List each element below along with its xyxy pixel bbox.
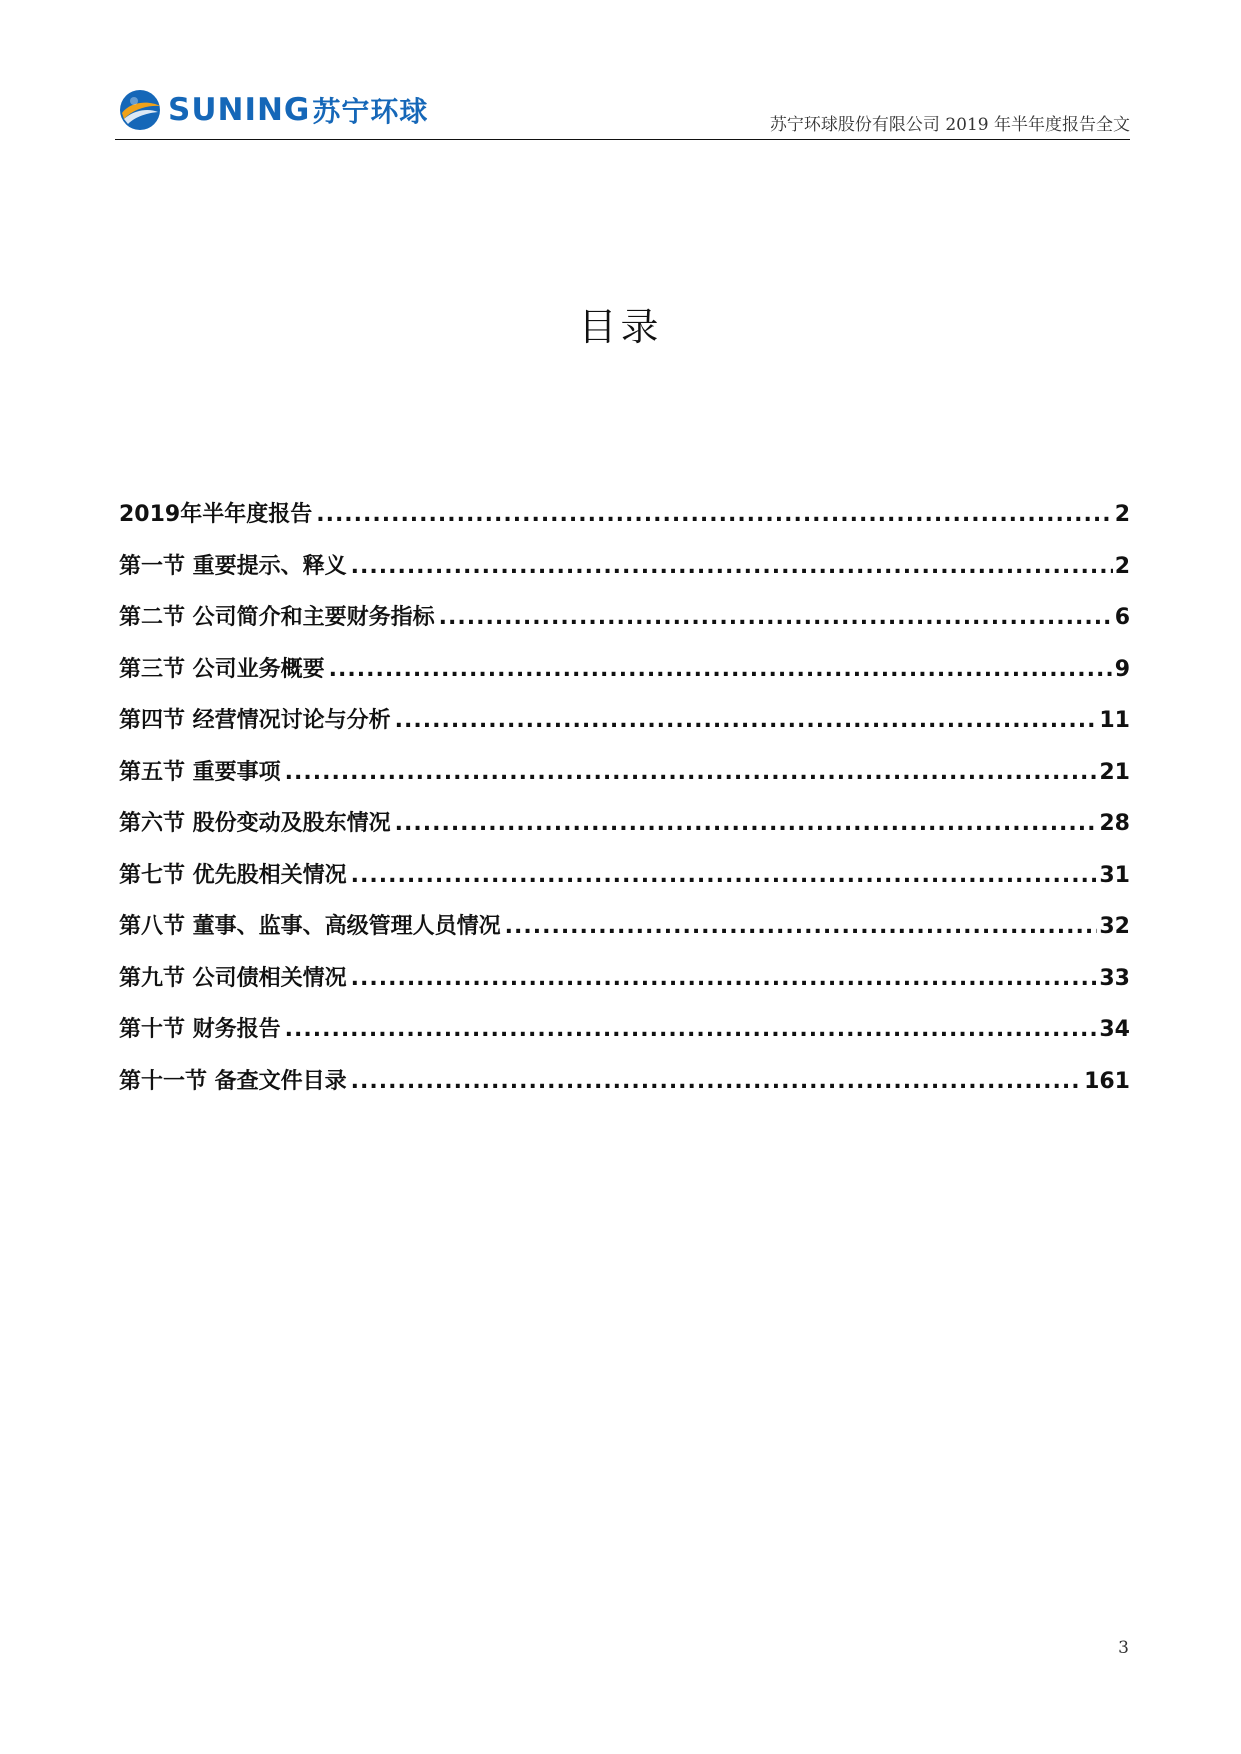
toc-entry-page: 31: [1099, 862, 1130, 888]
toc-entry[interactable]: [119, 1064, 1130, 1116]
toc-entry[interactable]: [119, 961, 1130, 1013]
toc-entry-page: 6: [1114, 605, 1130, 630]
toc-entry-label: 第五节 重要事项: [119, 759, 281, 785]
toc-entry[interactable]: [119, 858, 1130, 910]
toc-entry[interactable]: [119, 652, 1130, 704]
toc-entry[interactable]: [119, 703, 1130, 755]
toc-entry-label: 第一节 重要提示、释义: [119, 553, 347, 579]
toc-entry[interactable]: [119, 497, 1130, 549]
logo-text-en: SUNING: [168, 92, 311, 128]
toc-dot-leader: [329, 657, 1113, 682]
toc-entry-page: 32: [1099, 914, 1130, 939]
page-header: [115, 82, 1130, 140]
toc-dot-leader: [439, 605, 1113, 630]
toc-entry-page: 11: [1099, 708, 1130, 733]
toc-dot-leader: [351, 1069, 1082, 1094]
toc-dot-leader: [505, 914, 1098, 939]
toc-entry-label: 2019年半年度报告: [119, 502, 313, 527]
toc-entry-label: 第七节 优先股相关情况: [119, 862, 347, 888]
toc-entry-page: 33: [1099, 965, 1130, 991]
toc-dot-leader: [351, 554, 1113, 579]
toc-entry[interactable]: [119, 755, 1130, 807]
toc-entry-label: 第十一节 备查文件目录: [119, 1068, 347, 1094]
toc-entry[interactable]: [119, 549, 1130, 601]
toc-entry-label: 第十节 财务报告: [119, 1017, 281, 1042]
toc-entry-label: 第八节 董事、监事、高级管理人员情况: [119, 914, 501, 939]
toc-entry-label: 第二节 公司简介和主要财务指标: [119, 605, 435, 630]
table-of-contents: [119, 497, 1130, 1115]
toc-entry-label: 第四节 经营情况讨论与分析: [119, 708, 391, 733]
toc-entry-label: 第九节 公司债相关情况: [119, 965, 347, 991]
toc-entry-page: 34: [1099, 1017, 1130, 1042]
toc-entry-label: 第六节 股份变动及股东情况: [119, 811, 391, 836]
report-header-title: 苏宁环球股份有限公司 2019 年半年度报告全文: [769, 115, 1130, 135]
toc-dot-leader: [395, 811, 1098, 836]
toc-dot-leader: [351, 863, 1098, 888]
toc-entry[interactable]: [119, 909, 1130, 961]
page-number: 3: [1118, 1638, 1129, 1658]
toc-entry-page: 9: [1114, 656, 1130, 682]
company-logo: [118, 85, 428, 135]
toc-dot-leader: [395, 708, 1098, 733]
toc-entry-page: 21: [1099, 759, 1130, 785]
toc-entry-page: 2: [1114, 502, 1130, 527]
logo-text-cn: 苏宁环球: [312, 95, 429, 128]
header-divider: [115, 139, 1130, 140]
toc-title: 目录: [578, 305, 663, 349]
toc-dot-leader: [285, 760, 1098, 785]
toc-entry-page: 2: [1114, 553, 1130, 579]
toc-dot-leader: [285, 1017, 1098, 1042]
toc-entry[interactable]: [119, 600, 1130, 652]
toc-entry[interactable]: [119, 1012, 1130, 1064]
toc-entry-page: 161: [1084, 1068, 1130, 1094]
toc-entry[interactable]: [119, 806, 1130, 858]
suning-globe-icon: [118, 88, 162, 132]
toc-entry-page: 28: [1099, 811, 1130, 836]
toc-entry-label: 第三节 公司业务概要: [119, 656, 325, 682]
toc-dot-leader: [351, 966, 1098, 991]
toc-dot-leader: [316, 502, 1112, 527]
